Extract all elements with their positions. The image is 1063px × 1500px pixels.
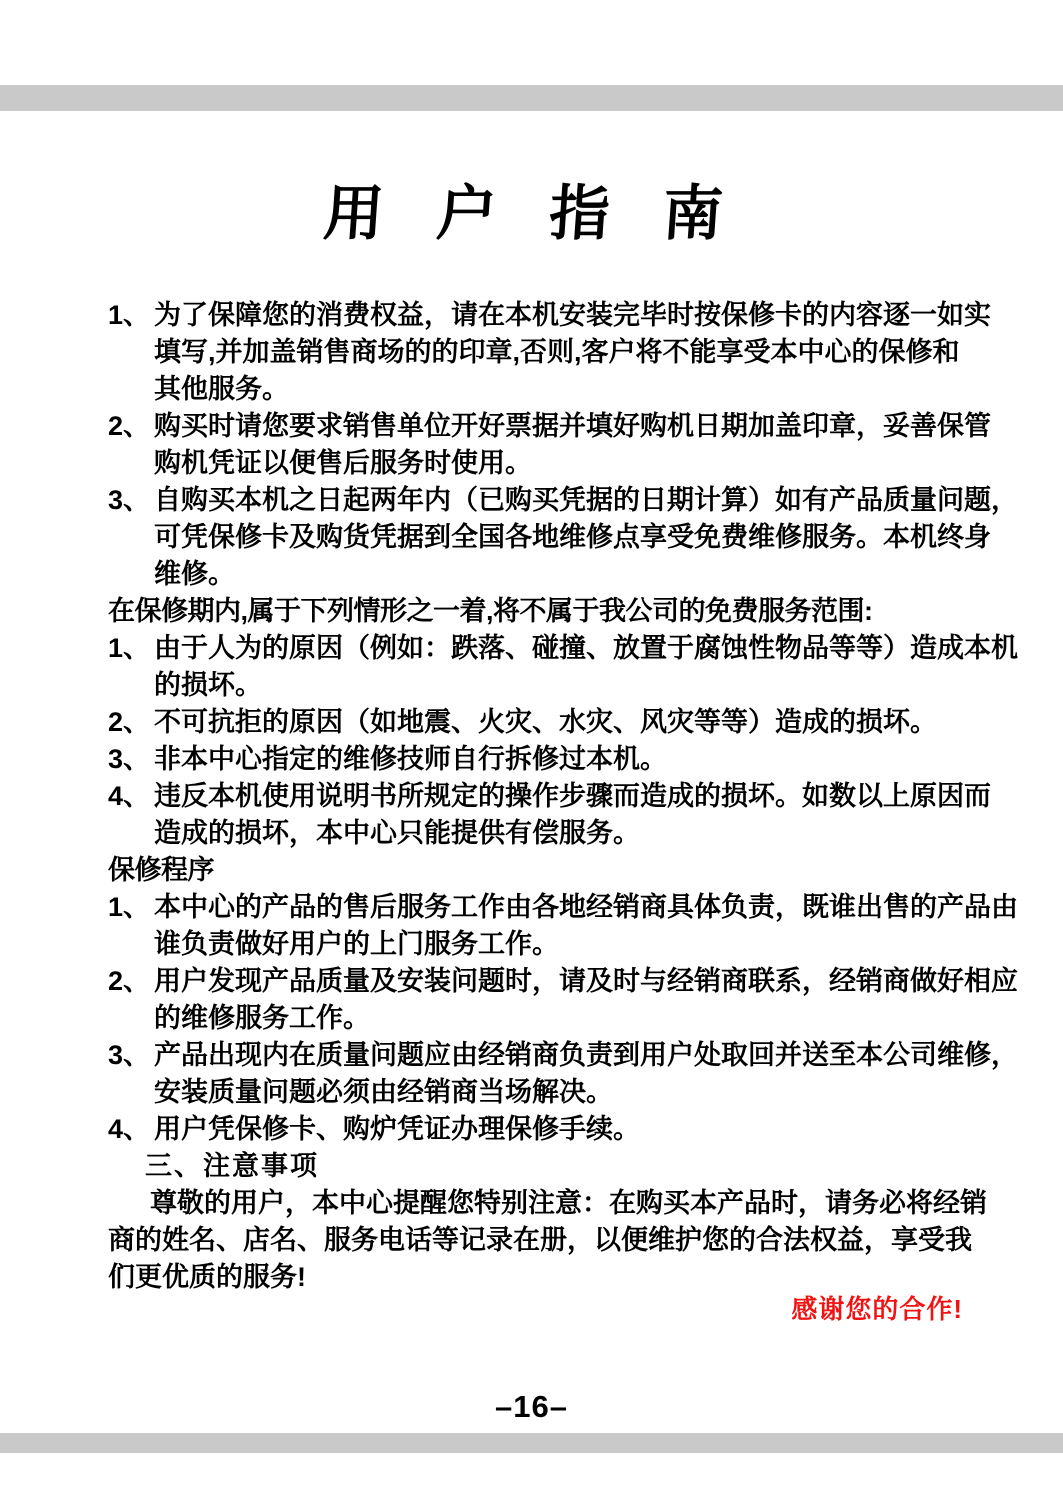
list-item xyxy=(108,963,1033,1037)
item-line: 违反本机使用说明书所规定的操作步骤而造成的损坏。如数以上原因而 xyxy=(154,781,991,811)
item-line: 为了保障您的消费权益，请在本机安装完毕时按保修卡的内容逐一如实 xyxy=(154,300,991,330)
item-line: 自购买本机之日起两年内（已购买凭据的日期计算）如有产品质量问题， xyxy=(154,485,1018,515)
list-item xyxy=(108,1037,1033,1111)
top-divider-bar xyxy=(0,85,1063,111)
item-line: 其他服务。 xyxy=(154,374,289,404)
item-number: 3、 xyxy=(108,1040,151,1070)
list-item xyxy=(108,1111,1033,1148)
list-item xyxy=(108,778,1033,852)
item-line: 产品出现内在质量问题应由经销商负责到用户处取回并送至本公司维修， xyxy=(154,1040,1018,1070)
document-body xyxy=(108,297,1033,1296)
notice-line: 商的姓名、店名、服务电话等记录在册，以便维护您的合法权益，享受我 xyxy=(108,1225,972,1255)
notice-heading: 三、注意事项 xyxy=(145,1151,319,1181)
item-line: 用户发现产品质量及安装问题时，请及时与经销商联系，经销商做好相应 xyxy=(154,966,1018,996)
item-line: 谁负责做好用户的上门服务工作。 xyxy=(154,929,559,959)
item-line: 维修。 xyxy=(154,559,235,589)
item-line: 的维修服务工作。 xyxy=(154,1003,370,1033)
item-line: 由于人为的原因（例如：跌落、碰撞、放置于腐蚀性物品等等）造成本机 xyxy=(154,633,1018,663)
item-line: 不可抗拒的原因（如地震、火灾、水灾、风灾等等）造成的损坏。 xyxy=(154,707,937,737)
item-line: 安装质量问题必须由经销商当场解决。 xyxy=(154,1077,613,1107)
item-number: 2、 xyxy=(108,707,151,737)
item-line: 购买时请您要求销售单位开好票据并填好购机日期加盖印章，妥善保管 xyxy=(154,411,991,441)
notice-line: 们更优质的服务! xyxy=(108,1262,306,1292)
item-line: 购机凭证以便售后服务时使用。 xyxy=(154,448,532,478)
list-item xyxy=(108,630,1033,704)
item-line: 造成的损坏，本中心只能提供有偿服务。 xyxy=(154,818,640,848)
item-line: 本中心的产品的售后服务工作由各地经销商具体负责，既谁出售的产品由 xyxy=(154,892,1018,922)
exclusion-heading: 在保修期内,属于下列情形之一着,将不属于我公司的免费服务范围: xyxy=(108,596,873,626)
item-number: 2、 xyxy=(108,411,151,441)
procedure-heading: 保修程序 xyxy=(108,855,214,885)
notice-line: 尊敬的用户，本中心提醒您特别注意：在购买本产品时，请务必将经销 xyxy=(150,1188,987,1218)
thanks-note: 感谢您的合作! xyxy=(791,1294,963,1324)
item-line: 的损坏。 xyxy=(154,670,262,700)
item-line: 用户凭保修卡、购炉凭证办理保修手续。 xyxy=(154,1114,640,1144)
page-title: 用 户 指 南 xyxy=(321,179,741,249)
list-item xyxy=(108,482,1033,593)
notice-paragraph xyxy=(108,1185,1033,1296)
item-number: 4、 xyxy=(108,1114,151,1144)
item-line: 非本中心指定的维修技师自行拆修过本机。 xyxy=(154,744,667,774)
item-line: 可凭保修卡及购货凭据到全国各地维修点享受免费维修服务。本机终身 xyxy=(154,522,991,552)
item-number: 4、 xyxy=(108,781,151,811)
list-item xyxy=(108,741,1033,778)
bottom-divider-bar xyxy=(0,1433,1063,1453)
item-line: 填写,并加盖销售商场的的印章,否则,客户将不能享受本中心的保修和 xyxy=(154,337,960,367)
item-number: 1、 xyxy=(108,300,151,330)
page-number: –16– xyxy=(495,1389,568,1424)
list-item xyxy=(108,889,1033,963)
list-item xyxy=(108,408,1033,482)
item-number: 2、 xyxy=(108,966,151,996)
item-number: 3、 xyxy=(108,744,151,774)
item-number: 1、 xyxy=(108,633,151,663)
item-number: 1、 xyxy=(108,892,151,922)
list-item xyxy=(108,297,1033,408)
list-item xyxy=(108,704,1033,741)
item-number: 3、 xyxy=(108,485,151,515)
